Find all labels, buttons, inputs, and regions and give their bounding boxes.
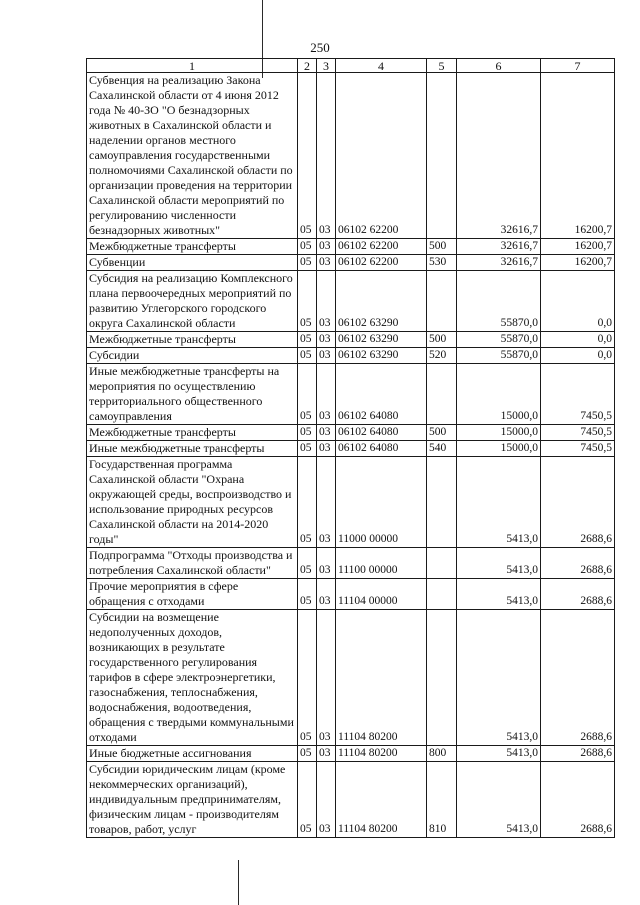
row-amount-actual-cell: 7450,5 [541, 425, 615, 441]
header-cell: 2 [298, 59, 317, 73]
row-expense-type-cell: 500 [427, 332, 457, 348]
row-amount-actual-cell: 2688,6 [541, 610, 615, 746]
row-expense-type-cell [427, 271, 457, 332]
row-target-article-cell: 06102 64080 [336, 364, 427, 425]
table-row [87, 271, 615, 332]
table-row [87, 762, 615, 838]
row-name-cell: Субвенции [87, 255, 298, 271]
row-section-cell: 05 [298, 425, 317, 441]
row-subsection-cell: 03 [317, 332, 336, 348]
table-body [87, 73, 615, 838]
row-amount-plan-cell: 5413,0 [457, 579, 541, 610]
row-expense-type-cell: 810 [427, 762, 457, 838]
header-cell: 6 [457, 59, 541, 73]
row-name-cell: Иные межбюджетные трансферты на мероприятия по осуществлению территориального общественного самоуправления [87, 364, 298, 425]
row-section-cell: 05 [298, 610, 317, 746]
table-row [87, 579, 615, 610]
table-row [87, 425, 615, 441]
row-name-cell: Подпрограмма "Отходы производства и потребления Сахалинской области" [87, 548, 298, 579]
row-target-article-cell: 11104 80200 [336, 610, 427, 746]
table-row [87, 548, 615, 579]
row-expense-type-cell [427, 364, 457, 425]
table-header-row [87, 59, 615, 73]
row-expense-type-cell: 520 [427, 348, 457, 364]
row-subsection-cell: 03 [317, 548, 336, 579]
row-amount-actual-cell: 0,0 [541, 348, 615, 364]
row-amount-actual-cell: 16200,7 [541, 239, 615, 255]
row-expense-type-cell: 530 [427, 255, 457, 271]
row-amount-actual-cell: 16200,7 [541, 73, 615, 239]
row-section-cell: 05 [298, 255, 317, 271]
table-row [87, 348, 615, 364]
row-section-cell: 05 [298, 271, 317, 332]
row-amount-plan-cell: 55870,0 [457, 271, 541, 332]
header-cell: 3 [317, 59, 336, 73]
row-expense-type-cell: 500 [427, 425, 457, 441]
row-section-cell: 05 [298, 239, 317, 255]
row-subsection-cell: 03 [317, 610, 336, 746]
row-subsection-cell: 03 [317, 762, 336, 838]
row-target-article-cell: 06102 62200 [336, 239, 427, 255]
row-name-cell: Иные межбюджетные трансферты [87, 441, 298, 457]
row-amount-actual-cell: 16200,7 [541, 255, 615, 271]
row-amount-plan-cell: 5413,0 [457, 457, 541, 548]
row-amount-actual-cell: 2688,6 [541, 762, 615, 838]
row-target-article-cell: 06102 64080 [336, 441, 427, 457]
row-amount-plan-cell: 15000,0 [457, 425, 541, 441]
row-amount-plan-cell: 55870,0 [457, 332, 541, 348]
row-amount-plan-cell: 32616,7 [457, 73, 541, 239]
row-section-cell: 05 [298, 364, 317, 425]
row-name-cell: Иные бюджетные ассигнования [87, 746, 298, 762]
row-amount-plan-cell: 5413,0 [457, 762, 541, 838]
row-subsection-cell: 03 [317, 425, 336, 441]
row-target-article-cell: 11104 80200 [336, 746, 427, 762]
row-target-article-cell: 06102 64080 [336, 425, 427, 441]
row-subsection-cell: 03 [317, 271, 336, 332]
row-amount-plan-cell: 15000,0 [457, 364, 541, 425]
row-amount-actual-cell: 2688,6 [541, 457, 615, 548]
row-subsection-cell: 03 [317, 239, 336, 255]
budget-table [86, 58, 615, 838]
row-section-cell: 05 [298, 441, 317, 457]
header-cell: 5 [427, 59, 457, 73]
row-amount-plan-cell: 32616,7 [457, 255, 541, 271]
table-row [87, 457, 615, 548]
row-amount-plan-cell: 15000,0 [457, 441, 541, 457]
page-number: 250 [310, 40, 330, 55]
row-subsection-cell: 03 [317, 746, 336, 762]
row-amount-plan-cell: 32616,7 [457, 239, 541, 255]
row-subsection-cell: 03 [317, 348, 336, 364]
row-name-cell: Межбюджетные трансферты [87, 239, 298, 255]
row-subsection-cell: 03 [317, 364, 336, 425]
row-subsection-cell: 03 [317, 255, 336, 271]
row-amount-plan-cell: 5413,0 [457, 746, 541, 762]
row-amount-plan-cell: 55870,0 [457, 348, 541, 364]
row-amount-plan-cell: 5413,0 [457, 548, 541, 579]
header-cell: 4 [336, 59, 427, 73]
row-subsection-cell: 03 [317, 441, 336, 457]
table-row [87, 746, 615, 762]
row-target-article-cell: 06102 63290 [336, 332, 427, 348]
row-target-article-cell: 11104 00000 [336, 579, 427, 610]
row-section-cell: 05 [298, 348, 317, 364]
row-target-article-cell: 06102 63290 [336, 271, 427, 332]
row-amount-actual-cell: 0,0 [541, 332, 615, 348]
row-target-article-cell: 11100 00000 [336, 548, 427, 579]
table-row [87, 610, 615, 746]
row-name-cell: Субсидия на реализацию Комплексного плана первоочередных мероприятий по развитию Углегорского городского округа Сахалинской области [87, 271, 298, 332]
row-section-cell: 05 [298, 73, 317, 239]
row-expense-type-cell: 800 [427, 746, 457, 762]
header-cell: 7 [541, 59, 615, 73]
row-target-article-cell: 06102 62200 [336, 73, 427, 239]
row-name-cell: Субвенция на реализацию Закона Сахалинской области от 4 июня 2012 года № 40-ЗО "О безнадзорных животных в Сахалинской области и наделении органов местного самоуправления государственными полномочиями Сахалинской области по организации проведения на территории Сахалинской области мероприятий по регулированию численности безнадзорных животных" [87, 73, 298, 239]
row-name-cell: Субсидии на возмещение недополученных доходов, возникающих в результате государственного регулирования тарифов в сфере электроэнергетики, газоснабжения, теплоснабжения, водоснабжения, водоотведения, обращения с твердыми коммунальными отходами [87, 610, 298, 746]
row-section-cell: 05 [298, 457, 317, 548]
row-amount-plan-cell: 5413,0 [457, 610, 541, 746]
row-section-cell: 05 [298, 579, 317, 610]
row-amount-actual-cell: 2688,6 [541, 548, 615, 579]
row-expense-type-cell [427, 579, 457, 610]
row-amount-actual-cell: 2688,6 [541, 579, 615, 610]
table-row [87, 332, 615, 348]
row-target-article-cell: 11000 00000 [336, 457, 427, 548]
row-target-article-cell: 11104 80200 [336, 762, 427, 838]
row-subsection-cell: 03 [317, 73, 336, 239]
table-row [87, 441, 615, 457]
row-expense-type-cell: 540 [427, 441, 457, 457]
row-amount-actual-cell: 7450,5 [541, 364, 615, 425]
row-expense-type-cell: 500 [427, 239, 457, 255]
row-name-cell: Государственная программа Сахалинской области "Охрана окружающей среды, воспроизводство и использование природных ресурсов Сахалинской области на 2014-2020 годы" [87, 457, 298, 548]
table-row [87, 239, 615, 255]
row-amount-actual-cell: 0,0 [541, 271, 615, 332]
row-subsection-cell: 03 [317, 457, 336, 548]
row-section-cell: 05 [298, 548, 317, 579]
table-row [87, 255, 615, 271]
row-expense-type-cell [427, 610, 457, 746]
row-target-article-cell: 06102 62200 [336, 255, 427, 271]
row-name-cell: Субсидии [87, 348, 298, 364]
scan-fold-line-bottom [238, 860, 239, 905]
row-expense-type-cell [427, 548, 457, 579]
table-row [87, 73, 615, 239]
row-section-cell: 05 [298, 762, 317, 838]
row-section-cell: 05 [298, 746, 317, 762]
row-section-cell: 05 [298, 332, 317, 348]
row-amount-actual-cell: 7450,5 [541, 441, 615, 457]
row-expense-type-cell [427, 457, 457, 548]
row-expense-type-cell [427, 73, 457, 239]
row-name-cell: Межбюджетные трансферты [87, 425, 298, 441]
row-target-article-cell: 06102 63290 [336, 348, 427, 364]
row-name-cell: Межбюджетные трансферты [87, 332, 298, 348]
header-cell: 1 [87, 59, 298, 73]
row-amount-actual-cell: 2688,6 [541, 746, 615, 762]
table-row [87, 364, 615, 425]
row-name-cell: Прочие мероприятия в сфере обращения с отходами [87, 579, 298, 610]
row-subsection-cell: 03 [317, 579, 336, 610]
row-name-cell: Субсидии юридическим лицам (кроме некоммерческих организаций), индивидуальным предпринимателям, физическим лицам - производителям товаров, работ, услуг [87, 762, 298, 838]
